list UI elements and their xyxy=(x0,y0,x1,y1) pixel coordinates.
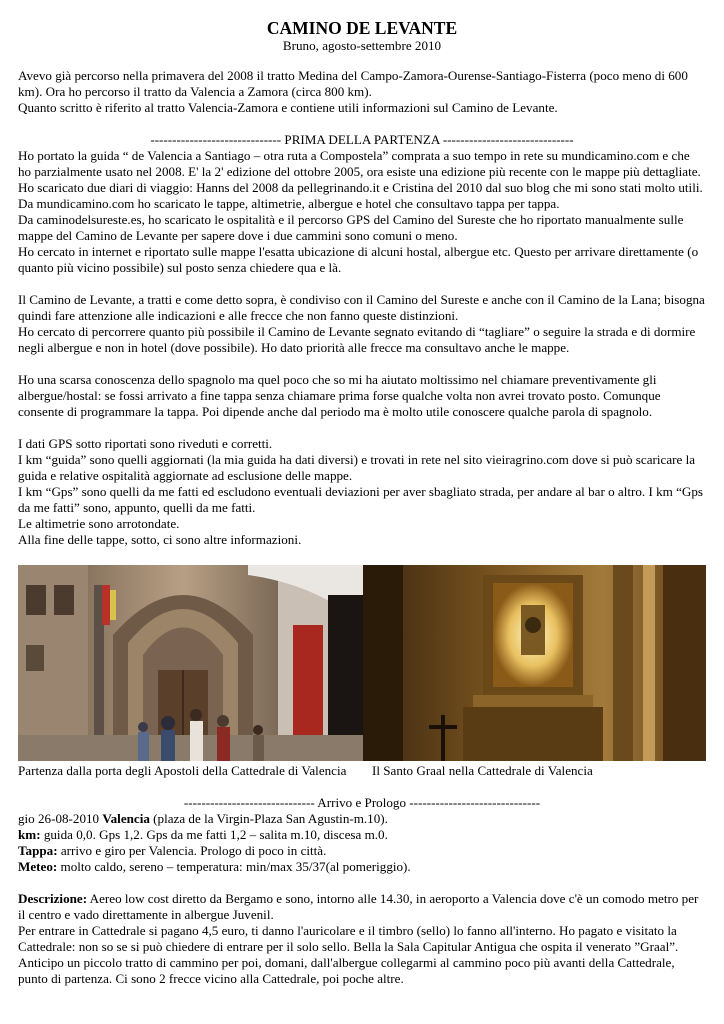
stage-tappa-label: Tappa: xyxy=(18,843,58,858)
paragraph-sureste: Da caminodelsureste.es, ho scaricato le ospitalità e il percorso GPS del Camino del Sureste che ho riportato manualmente sulle mappe del Camino de Levante per sapere dove i due cammini sono comuni o meno. xyxy=(18,212,684,243)
stage-km-line xyxy=(18,827,706,843)
stage-km-label: km: xyxy=(18,827,41,842)
caption-right: Il Santo Graal nella Cattedrale di Valencia xyxy=(372,763,593,778)
paragraph-fine-tappe: Alla fine delle tappe, sotto, ci sono altre informazioni. xyxy=(18,532,302,547)
description-label: Descrizione: xyxy=(18,891,88,906)
paragraph-guida: Ho portato la guida “ de Valencia a Santiago – otra ruta a Compostela” comprata a suo tempo in rete su mundicamino.com e che ho parzialmente usato nel 2008. E' la 2' edizione del ottobre 2005, ora esiste una edizione più recente con le mappe più dettagliate. xyxy=(18,148,701,179)
stage-meteo-line xyxy=(18,859,706,875)
stage-meteo-label: Meteo: xyxy=(18,859,58,874)
paragraph-diari: Ho scaricato due diari di viaggio: Hanns del 2008 da pellegrinando.it e Cristina del 2010 dal suo blog che mi sono stati molto utili. xyxy=(18,180,703,195)
stage-date-line xyxy=(18,811,706,827)
intro-paragraph-2: Quanto scritto è riferito al tratto Valencia-Zamora e contiene utili informazioni sul Camino de Levante. xyxy=(18,100,558,115)
page-subtitle: Bruno, agosto-settembre 2010 xyxy=(282,38,442,53)
description-paragraph-1 xyxy=(18,891,706,923)
stage-km-text: guida 0,0. Gps 1,2. Gps da me fatti 1,2 – salita m.10, discesa m.0. xyxy=(40,827,388,842)
cathedral-door-photo xyxy=(18,565,363,761)
paragraph-spagnolo: Ho una scarsa conoscenza dello spagnolo ma quel poco che so mi ha aiutato moltissimo nel chiamare preventivamente gli albergue/hostal: se fossi arrivato a fine tappa senza chiamare prima forse qualche volta non avrei trovato posto. Comunque consente di programmare la tappa. Poi dipende anche dal periodo ma è molto utile conoscere qualche parola di spagnolo. xyxy=(18,372,661,419)
paragraph-internet: Ho cercato in internet e riportato sulle mappe l'esatta ubicazione di alcuni hostal, albergue etc. Questo per arrivare direttamente (o quanto più vicino possibile) sul posto senza chiedere qua e là. xyxy=(18,244,699,275)
photo-captions xyxy=(18,763,706,779)
paragraph-mundicamino: Da mundicamino.com ho scaricato le tappe, altimetrie, albergue e hotel che consultavo tappa per tappa. xyxy=(18,196,560,211)
stage-city: Valencia xyxy=(102,811,150,826)
stage-tappa-text: arrivo e giro per Valencia. Prologo di poco in città. xyxy=(57,843,327,858)
paragraph-gps: I dati GPS sotto riportati sono riveduti e corretti. xyxy=(18,436,273,451)
paragraph-camino-levante: Il Camino de Levante, a tratti e come detto sopra, è condiviso con il Camino del Sureste e anche con il Camino de la Lana; bisogna quindi fare attenzione alle indicazioni e alle frecce che non fanno queste distinzioni. xyxy=(18,292,705,323)
stage-meteo-text: molto caldo, sereno – temperatura: min/max 35/37(al pomeriggio). xyxy=(57,859,411,874)
santo-graal-photo xyxy=(363,565,706,761)
description-paragraph-2: Per entrare in Cattedrale si pagano 4,5 euro, ti danno l'auricolare e il timbro (sello) lo fanno all'interno. Ho pagato e visitato la Cattedrale: non so se si può chiedere di entrare per il solo sello. Bella la Sala Capitular Antigua che ospita il venerato ”Graal”. Anticipo un piccolo tratto di cammino per poi, domani, dall'albergue collegarmi al cammino poco più avanti della Cattedrale, punto di partenza. Ci sono 2 frecce vicino alla Cattedrale, poi poche altre. xyxy=(18,923,679,986)
photos-row xyxy=(18,565,706,761)
paragraph-percorrere: Ho cercato di percorrere quanto più possibile il Camino de Levante segnato evitando di “tagliare” o seguire la strada e di dormire negli albergue e non in hotel (dove possibile). Ho dato priorità alle frecce ma consultavo anche le mappe. xyxy=(18,324,696,355)
paragraph-km-guida: I km “guida” sono quelli aggiornati (la mia guida ha dati diversi) e trovati in rete nel sito vieiragrino.com dove si può scaricare la guida e relative ospitalità aggiornate ad esclusione delle mappe. xyxy=(18,452,696,483)
stage-tappa-line xyxy=(18,843,706,859)
intro-paragraph-1: Avevo già percorso nella primavera del 2008 il tratto Medina del Campo-Zamora-Ourense-Santiago-Fisterra (poco meno di 600 km). Ora ho percorso il tratto da Valencia a Zamora (circa 800 km). xyxy=(18,68,688,99)
caption-left: Partenza dalla porta degli Apostoli della Cattedrale di Valencia xyxy=(18,763,347,778)
paragraph-km-gps: I km “Gps” sono quelli da me fatti ed escludono eventuali deviazioni per aver sbagliato strada, per andare al bar o altro. I km “Gps da me fatti” sono, appunto, quelli da me fatti. xyxy=(18,484,703,515)
description-first: Aereo low cost diretto da Bergamo e sono, intorno alle 14.30, in aeroporto a Valencia dove c'è un comodo metro per il centro e vado direttamente in albergue Juvenil. xyxy=(18,891,699,922)
section-heading-arrivo-prologo: ------------------------------ Arrivo e Prologo ------------------------------ xyxy=(183,795,541,810)
stage-date-prefix: gio 26-08-2010 xyxy=(18,811,103,826)
page-title: CAMINO DE LEVANTE xyxy=(266,18,458,38)
section-heading-prima-della-partenza: ------------------------------ PRIMA DELLA PARTENZA ------------------------------ xyxy=(150,132,574,147)
paragraph-altimetrie: Le altimetrie sono arrotondate. xyxy=(18,516,180,531)
stage-date-suffix: (plaza de la Virgin-Plaza San Agustin-m.10). xyxy=(149,811,388,826)
